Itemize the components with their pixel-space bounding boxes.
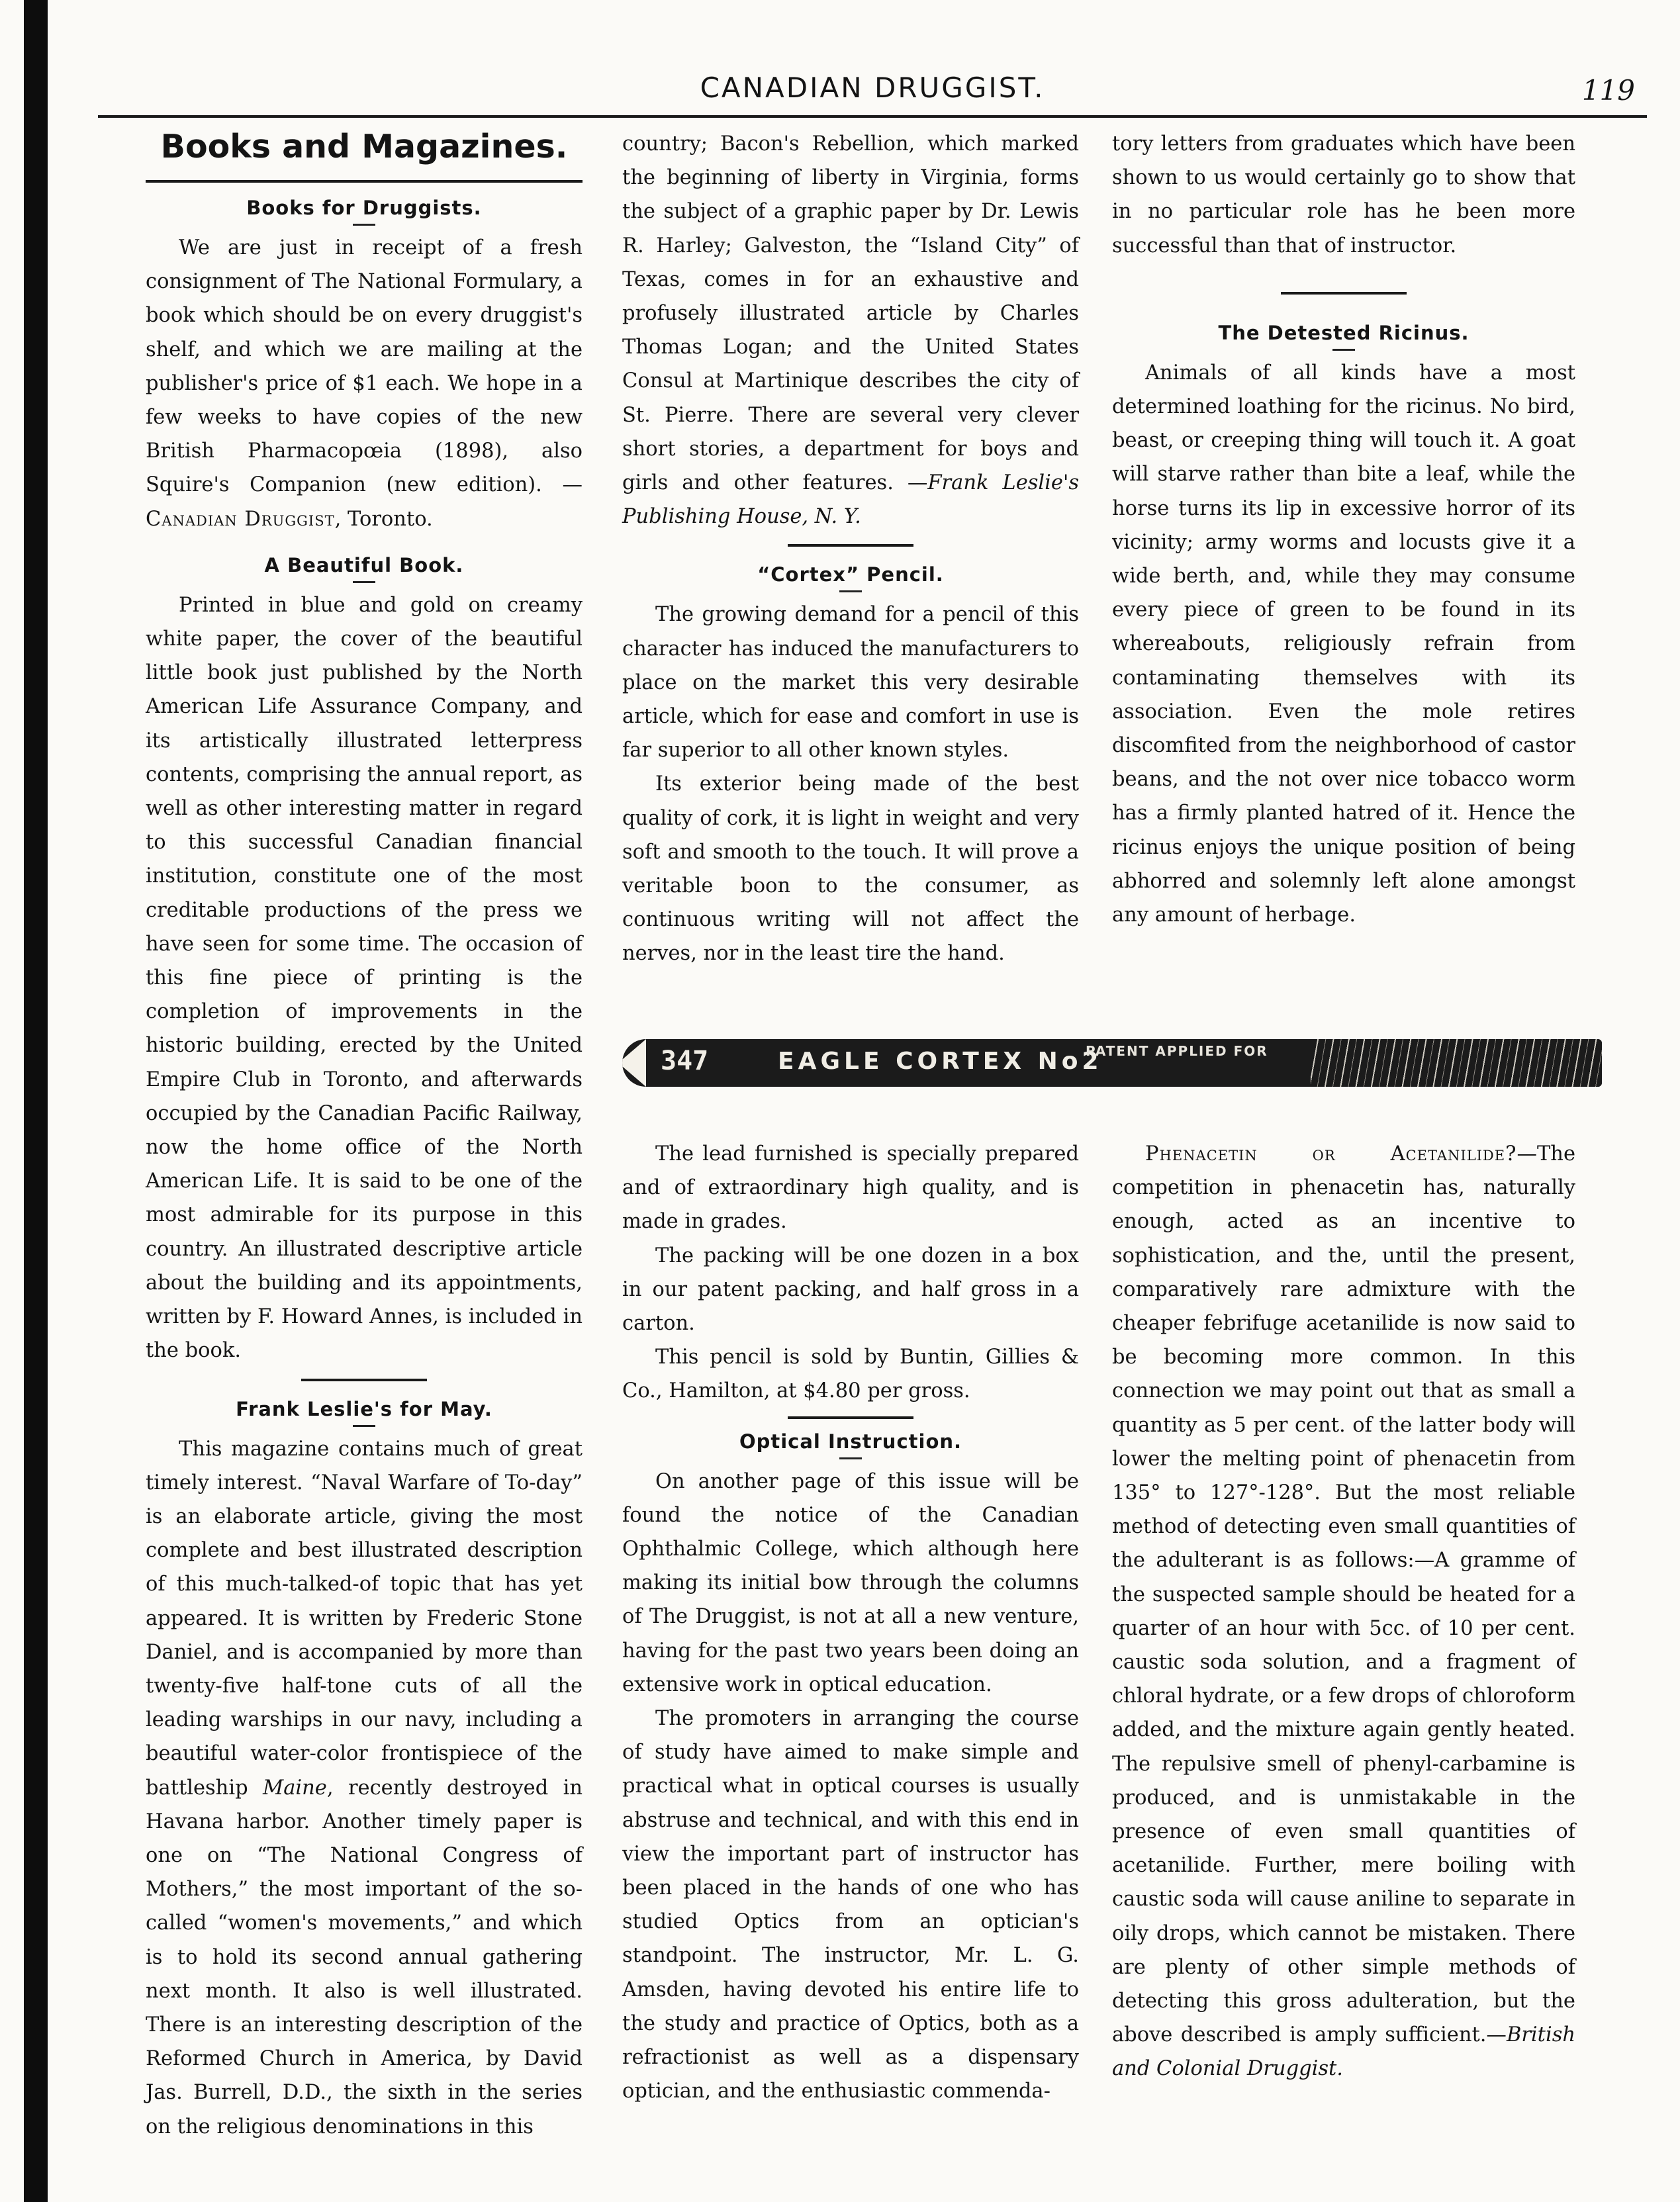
article-paragraph: This magazine contains much of great timely interest. “Naval Warfare of To-day” is an elaborate article, giving the most complete and best illustrated description of this much-talked-of topic that has yet appeared. It is written by Frederic Stone Daniel, and is accompanied by more than twenty-five half-tone cuts of all the leading warships in our navy, including a beautiful water-color frontispiece of the battleship Maine, recently destroyed in Havana harbor. Another timely paper is one on “The National Congress of Mothers,” the most important of the so-called “women's movements,” and which is to hold its second annual gathering next month. It also is well illustrated. There is an interesting description of the Reformed Church in America, by David Jas. Burrell, D.D., the sixth in the series on the religious denominations in this	[146, 1437, 583, 2138]
pencil-illustration	[622, 1039, 1602, 1087]
article-paragraph: Its exterior being made of the best quality of cork, it is light in weight and very soft and smooth to the touch. It will prove a veritable boon to the consumer, as continuous writing will not affect the nerves, nor in the least tire the hand.	[622, 772, 1079, 966]
article-paragraph: On another page of this issue will be found the notice of the Canadian Ophthalmic College, which although here making its initial bow through the columns of The Druggist, is not at all a new venture, having for the past two years been doing an extensive work in optical education.	[622, 1469, 1079, 1696]
binding-spine	[24, 0, 48, 2202]
article-paragraph: We are just in receipt of a fresh consignment of The National Formulary, a book which should be on every druggist's shelf, and which we are mailing at the publisher's price of $1 each. We hope in a few weeks to have copies of the new British Pharmacopœia (1898), also Squire's Companion (new edition). —Canadian Druggist, Toronto.	[146, 236, 583, 531]
title-rule	[146, 180, 583, 183]
signature: Frank Leslie's Publishing House, N. Y.	[622, 471, 1079, 529]
column-1	[146, 127, 583, 2144]
article-paragraph: Phenacetin or Acetanilide?—The competition in phenacetin has, naturally enough, acted as an incentive to sophistication, and the, until the present, comparatively rare admixture with the cheaper febrifuge acetanilide is now said to be becoming more common. In this connection we may point out that as small a quantity as 5 per cent. of the latter body will lower the melting point of phenacetin from 135° to 127°-128°. But the most reliable method of detecting even small quantities of the adulterant is as follows:—A gramme of the suspected sample should be heated for a quarter of an hour with 5cc. of 10 per cent. caustic soda solution, and a fragment of chloral hydrate, or a few drops of chloroform added, and the mixture again gently heated. The repulsive smell of phenyl-carbamine is produced, and is unmistakable in the presence of even small quantities of acetanilide. Further, mere boiling with caustic soda will cause aniline to separate in oily drops, which cannot be mistaken. There are plenty of other simple methods of detecting this gross adulteration, but the above described is amply sufficient.—British and Colonial Druggist.	[1112, 1142, 1575, 2081]
column-3	[1112, 127, 1575, 932]
article-paragraph: Printed in blue and gold on creamy white paper, the cover of the beautiful little book just published by the North American Life Assurance Company, and its artistically illustrated letterpress contents, comprising the annual report, as well as other interesting matter in regard to this successful Canadian financial institution, constitute one of the most creditable productions of the press we have seen for some time. The occasion of this fine piece of printing is the completion of improvements in the historic building, erected by the United Empire Club in Toronto, and afterwards occupied by the Canadian Pacific Railway, now the home office of the North American Life. It is said to be one of the most admirable for its purpose in this country. An illustrated descriptive article about the building and its appointments, written by F. Howard Annes, is included in the book.	[146, 593, 583, 1363]
journal-title: CANADIAN DRUGGIST.	[700, 71, 1045, 104]
heading-dash	[353, 1425, 375, 1427]
article-heading-frank-leslies: Frank Leslie's for May.	[236, 1397, 492, 1420]
section-title: Books and Magazines.	[160, 128, 568, 165]
article-paragraph: The packing will be one dozen in a box in our patent packing, and half gross in a carton.	[622, 1244, 1079, 1336]
section-rule	[788, 1416, 913, 1419]
heading-dash	[839, 1457, 862, 1459]
column-3-lower	[1112, 1137, 1575, 2086]
pencil-brand: EAGLE CORTEX No2	[778, 1048, 1103, 1075]
pencil-number: 347	[661, 1046, 709, 1076]
article-heading-books-for-druggists: Books for Druggists.	[246, 197, 482, 219]
heading-dash	[839, 590, 862, 592]
signature: British and Colonial Druggist.	[1112, 2023, 1575, 2081]
ship-name: Maine	[263, 1776, 327, 1800]
heading-dash	[353, 581, 375, 583]
column-2-lower	[622, 1137, 1079, 2108]
pencil-patent-text: PATENT APPLIED FOR	[1086, 1043, 1268, 1059]
section-rule	[788, 544, 913, 547]
article-paragraph: The lead furnished is specially prepared and of extraordinary high quality, and is made in grades.	[622, 1142, 1079, 1234]
article-paragraph: The growing demand for a pencil of this character has induced the manufacturers to place on the market this very desirable article, which for ease and comfort in use is far superior to all other known styles.	[622, 603, 1079, 762]
article-heading-optical-instruction: Optical Instruction.	[739, 1430, 962, 1453]
pencil-cork-texture	[1311, 1039, 1602, 1087]
page-header	[98, 71, 1647, 118]
column-2	[622, 127, 1079, 971]
article-paragraph: country; Bacon's Rebellion, which marked the beginning of liberty in Virginia, forms the subject of a graphic paper by Dr. Lewis R. Harley; Galveston, the “Island City” of Texas, comes in for an exhaustive and profusely illustrated article by Charles Thomas Logan; and the United States Consul at Martinique describes the city of St. Pierre. There are several very clever short stories, a department for boys and girls and other features. —Frank Leslie's Publishing House, N. Y.	[622, 132, 1079, 529]
section-rule	[1281, 292, 1407, 295]
article-heading-cortex-pencil: “Cortex” Pencil.	[757, 563, 944, 586]
article-paragraph: The promoters in arranging the course of study have aimed to make simple and practical what in optical courses is usually abstruse and technical, and with this end in view the important part of instructor has been placed in the hands of one who has studied Optics from an optician's standpoint. The instructor, Mr. L. G. Amsden, having devoted his entire life to the study and practice of Optics, both as a refractionist as well as a dispensary optician, and the enthusiastic commenda-	[622, 1707, 1079, 2103]
signature: Canadian Druggist	[146, 507, 335, 531]
pencil-tip	[622, 1039, 646, 1087]
page-number: 119	[1581, 74, 1635, 107]
article-paragraph: Animals of all kinds have a most determined loathing for the ricinus. No bird, beast, or creeping thing will touch it. A goat will starve rather than bite a leaf, while the horse turns its lip in excessive horror of its vicinity; army worms and locusts give it a wide berth, and, while they may consume every piece of green to be found in its whereabouts, religiously refrain from contaminating themselves with its association. Even the mole retires discomfited from the neighborhood of castor beans, and the not over nice tobacco worm has a firmly planted hatred of it. Hence the ricinus enjoys the unique position of being abhorred and solemnly left alone amongst any amount of herbage.	[1112, 361, 1575, 927]
heading-dash	[1332, 349, 1355, 351]
article-paragraph: tory letters from graduates which have been shown to us would certainly go to show that in no particular role has he been more successful than that of instructor.	[1112, 132, 1575, 257]
section-rule	[301, 1379, 427, 1381]
article-paragraph: This pencil is sold by Buntin, Gillies & Co., Hamilton, at $4.80 per gross.	[622, 1346, 1079, 1403]
article-lead: Phenacetin or Acetanilide?	[1145, 1142, 1517, 1166]
article-heading-detested-ricinus: The Detested Ricinus.	[1218, 321, 1470, 344]
article-heading-beautiful-book: A Beautiful Book.	[264, 553, 464, 576]
heading-dash	[353, 224, 375, 226]
